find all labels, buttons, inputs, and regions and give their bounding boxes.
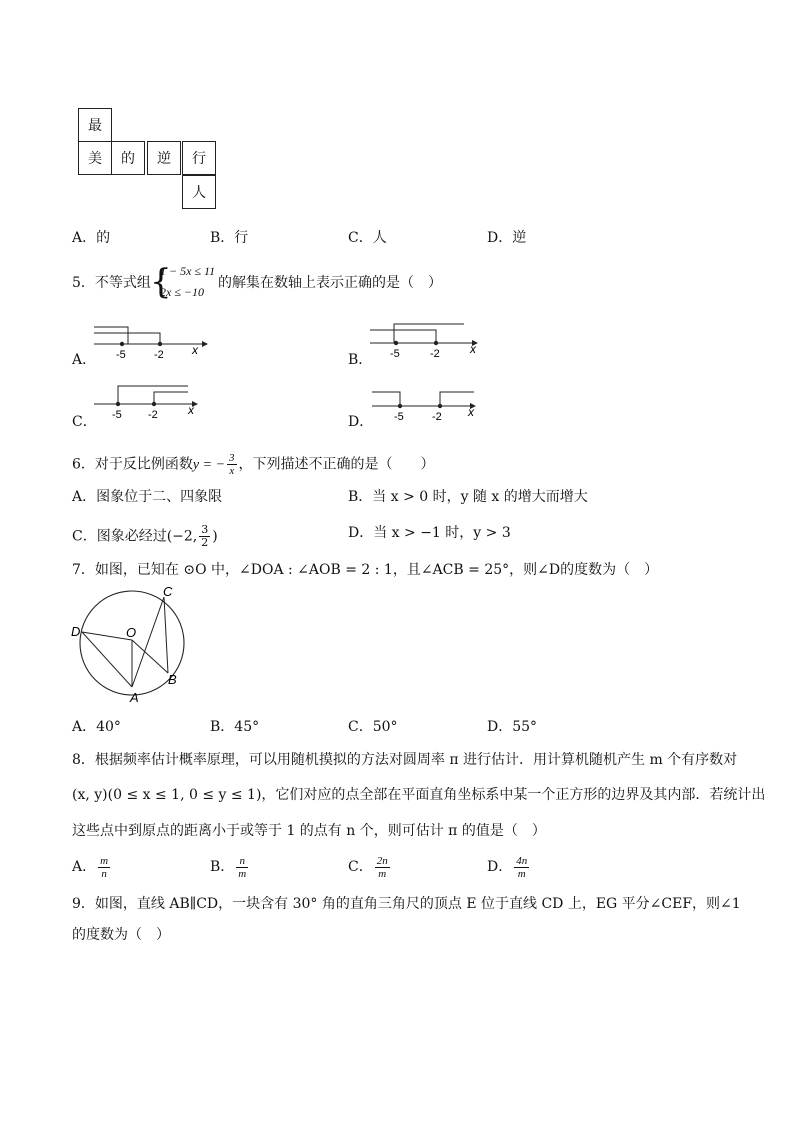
tick-label: -5 [390, 348, 400, 360]
point-label-d: D [71, 624, 81, 639]
q8-line-3: 这些点中到原点的距离小于或等于 1 的点有 n 个，则可估计 π 的值是（ ） [72, 823, 546, 839]
tick-label: -2 [154, 349, 164, 361]
option-fraction [98, 855, 110, 880]
q8-option-d [487, 854, 531, 880]
axis-label: x [468, 405, 474, 419]
fraction-numerator: 3 [229, 452, 235, 464]
fraction-denominator: x [229, 465, 235, 477]
q4-option-a: A．的 [72, 230, 111, 246]
fraction-numerator: n [236, 855, 248, 868]
q5-label-d: D． [348, 414, 374, 430]
option-label: B． [210, 859, 235, 875]
option-fraction [375, 855, 390, 880]
number-line-d [370, 386, 490, 428]
q5-inequality-2: 2x ≤ −10 [160, 285, 205, 299]
option-label: A． [72, 859, 97, 875]
net-cell: 行 [182, 141, 216, 175]
tick-label: -5 [116, 349, 126, 361]
number-line-c [92, 382, 212, 424]
tick-label: -5 [394, 411, 404, 423]
q6-stem-post: ，下列描述不正确的是（ ） [238, 456, 435, 473]
q6-option-c-pre: C．图象必经过(−2, [72, 528, 198, 545]
q7-option-b: B．45° [210, 719, 260, 735]
q5-label-a: A． [72, 352, 97, 368]
net-cell: 逆 [147, 141, 181, 175]
q5-label-b: B． [348, 352, 373, 368]
option-label: C． [348, 859, 373, 875]
q6-option-d: D．当 x > −1 时，y > 3 [348, 525, 511, 541]
fraction-denominator: m [378, 867, 387, 880]
q9-line-1: 9．如图，直线 AB∥CD，一块含有 30° 角的直角三角尺的顶点 E 位于直线 CD 上，EG 平分∠CEF，则∠1 [72, 896, 741, 912]
number-line-a [92, 320, 212, 364]
q7-option-c: C．50° [348, 719, 398, 735]
tick-label: -2 [432, 411, 442, 423]
point-label-a: A [130, 690, 139, 705]
option-fraction [236, 855, 248, 880]
fraction-denominator: 2 [201, 536, 209, 549]
q6-option-c-post: ) [212, 528, 218, 545]
q6-option-c [72, 524, 218, 549]
point-label-o: O [126, 625, 137, 640]
q6-option-a: A．图象位于二、四象限 [72, 489, 223, 505]
point-label-b: B [168, 672, 177, 687]
point-label-c: C [163, 585, 173, 599]
q7-option-a: A．40° [72, 719, 121, 735]
q6-stem [72, 452, 435, 477]
tick-label: -2 [430, 348, 440, 360]
fraction-numerator: 2n [376, 854, 388, 867]
fraction-denominator: n [101, 867, 107, 880]
number-line-b [368, 316, 488, 362]
option-fraction [514, 855, 529, 880]
q6-function-fraction [227, 452, 237, 477]
tick-label: -2 [148, 409, 158, 421]
q4-option-c: C．人 [348, 230, 387, 246]
q6-option-c-fraction [199, 524, 210, 549]
axis-label: x [192, 343, 198, 357]
tick-label: -5 [112, 409, 122, 421]
q9-line-2: 的度数为（ ） [72, 927, 170, 943]
q5-inequality-1: 1 − 5x ≤ 11 [160, 264, 216, 278]
q7-option-d: D．55° [487, 719, 538, 735]
fraction-numerator: 3 [201, 523, 209, 536]
fraction-denominator: m [517, 867, 526, 880]
q6-function-left: y = − [192, 457, 226, 473]
q8-option-c [348, 854, 392, 880]
q5-stem-pre: 5．不等式组 [72, 275, 151, 291]
fraction-denominator: m [238, 867, 247, 880]
axis-label: x [188, 403, 194, 417]
brace-icon: { [150, 262, 172, 302]
q8-line-1: 8．根据频率估计概率原理，可以用随机摸拟的方法对圆周率 π 进行估计．用计算机随机产生 m 个有序数对 [72, 752, 738, 768]
net-cell: 的 [111, 141, 145, 175]
option-label: D． [487, 859, 513, 875]
circle-diagram [68, 585, 198, 707]
q7-stem: 7．如图，已知在 ⊙O 中，∠DOA : ∠AOB = 2 : 1，且∠ACB = 25°，则∠D的度数为（ ） [72, 562, 659, 578]
net-cell: 美 [78, 141, 112, 175]
axis-label: x [470, 342, 476, 356]
q5-stem-post: 的解集在数轴上表示正确的是（ ） [218, 275, 442, 291]
q6-option-b: B．当 x > 0 时，y 随 x 的增大而增大 [348, 489, 588, 505]
net-cell: 人 [182, 175, 216, 209]
q8-option-a [72, 854, 112, 880]
q4-option-b: B．行 [210, 230, 249, 246]
q6-stem-pre: 6．对于反比例函数 [72, 456, 193, 473]
q5-label-c: C． [72, 414, 97, 430]
q8-line-2: (x, y)(0 ≤ x ≤ 1, 0 ≤ y ≤ 1)，它们对应的点全部在平面直角坐标系中某一个正方形的边界及其内部．若统计出 [72, 787, 766, 803]
fraction-numerator: m [100, 854, 109, 867]
q8-option-b [210, 854, 250, 880]
net-cell: 最 [78, 108, 112, 142]
fraction-numerator: 4n [516, 854, 528, 867]
q4-option-d: D．逆 [487, 230, 527, 246]
